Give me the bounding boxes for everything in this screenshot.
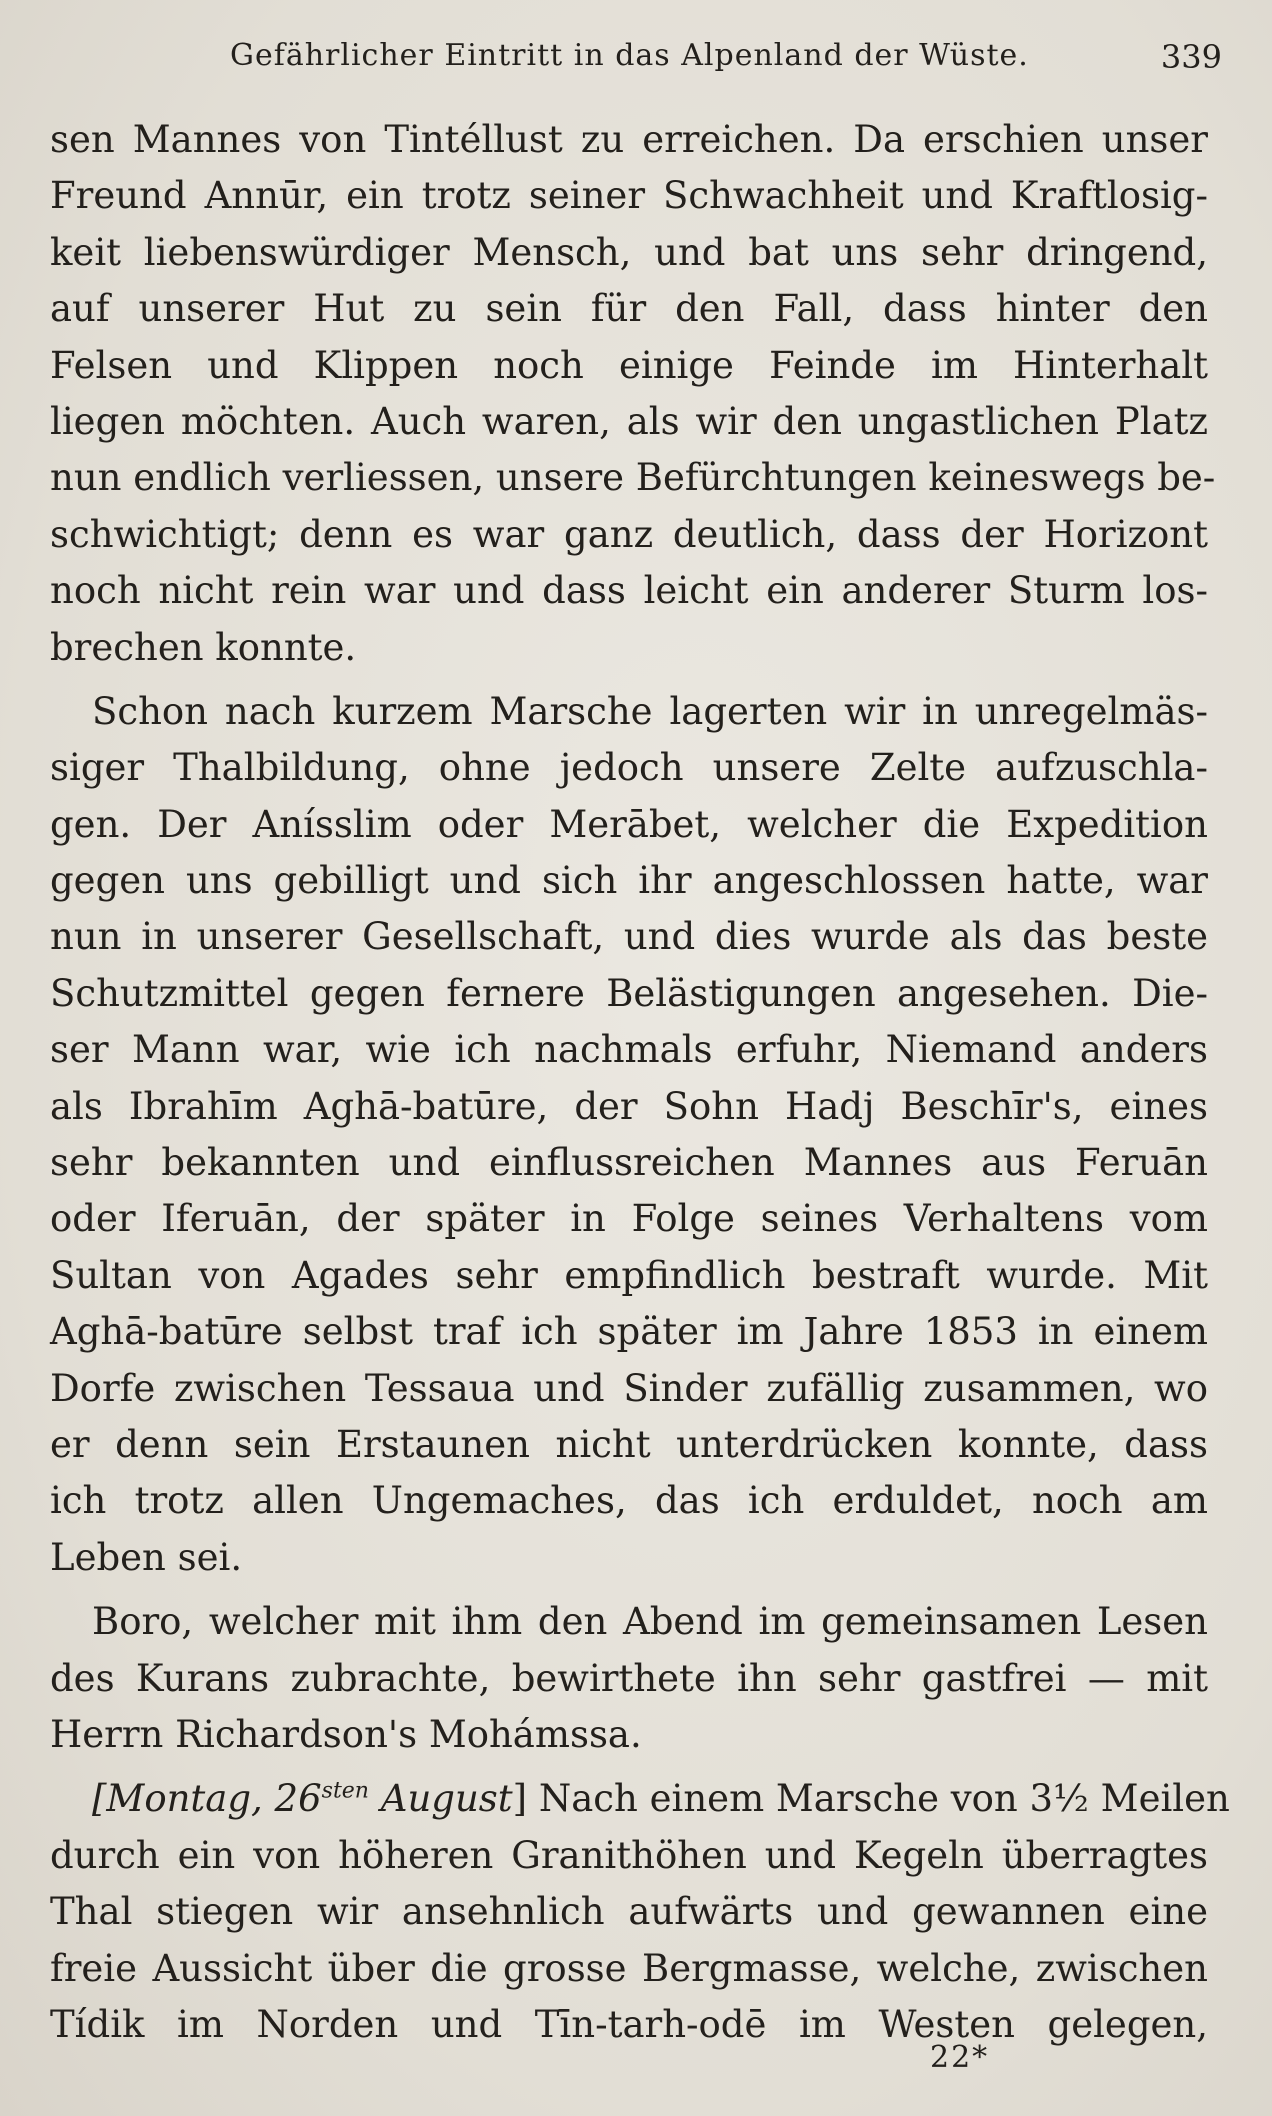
text-line: ser Mann war, wie ich nachmals erfuhr, Niemand anders bbox=[50, 1028, 1208, 1072]
text-line: durch ein von höheren Granithöhen und Kegeln überragtes bbox=[50, 1833, 1208, 1877]
date-open: [Montag, 26 bbox=[92, 1777, 322, 1821]
text-line: liegen möchten. Auch waren, als wir den ungastlichen Platz bbox=[50, 399, 1208, 443]
text-line: freie Aussicht über die grosse Bergmasse, welche, zwischen bbox=[50, 1946, 1208, 1990]
text-line: des Kurans zubrachte, bewirthete ihn sehr gastfrei — mit bbox=[50, 1656, 1208, 1700]
text-line: Felsen und Klippen noch einige Feinde im Hinterhalt bbox=[50, 343, 1208, 387]
text-line: gen. Der Anísslim oder Merābet, welcher die Expedition bbox=[50, 802, 1208, 846]
paragraph-2 bbox=[50, 684, 1208, 1586]
text-line bbox=[50, 1771, 1230, 1827]
date-tag bbox=[92, 1777, 513, 1820]
date-line-rest: ] Nach einem Marsche von 3½ Meilen bbox=[512, 1777, 1230, 1821]
text-line: Sultan von Agades sehr empfindlich bestraft wurde. Mit bbox=[50, 1253, 1208, 1297]
text-line: Tídik im Norden und Tīn-tarh-odē im Westen gelegen, bbox=[50, 2002, 1208, 2046]
text-line: Schutzmittel gegen fernere Belästigungen angesehen. Die- bbox=[50, 971, 1208, 1015]
date-close: August bbox=[368, 1777, 513, 1821]
text-line: Dorfe zwischen Tessaua und Sinder zufällig zusammen, wo bbox=[50, 1366, 1208, 1410]
paragraph-1 bbox=[50, 112, 1216, 676]
text-line: Aghā-batūre selbst traf ich später im Jahre 1853 in einem bbox=[50, 1310, 1208, 1354]
text-line: nun endlich verliessen, unsere Befürchtungen keineswegs be- bbox=[50, 456, 1216, 500]
text-line: sehr bekannten und einflussreichen Mannes aus Feruān bbox=[50, 1141, 1208, 1185]
text-line: Schon nach kurzem Marsche lagerten wir in unregelmäs- bbox=[92, 689, 1208, 733]
text-line: Boro, welcher mit ihm den Abend im gemeinsamen Lesen bbox=[92, 1600, 1208, 1644]
text-line: er denn sein Erstaunen nicht unterdrücken konnte, dass bbox=[50, 1422, 1208, 1466]
text-line: keit liebenswürdiger Mensch, und bat uns sehr dringend, bbox=[50, 230, 1208, 274]
text-line: auf unserer Hut zu sein für den Fall, dass hinter den bbox=[50, 287, 1208, 331]
paragraph-3 bbox=[50, 1594, 1208, 1763]
text-line: oder Iferuān, der später in Folge seines Verhaltens vom bbox=[50, 1197, 1208, 1241]
text-line: Leben sei. bbox=[50, 1535, 243, 1579]
text-line: schwichtigt; denn es war ganz deutlich, dass der Horizont bbox=[50, 512, 1208, 556]
text-line: Herrn Richardson's Mohámssa. bbox=[50, 1712, 642, 1756]
text-line: sen Mannes von Tintéllust zu erreichen. Da erschien unser bbox=[50, 118, 1208, 161]
body-text bbox=[50, 112, 1230, 2053]
page-header bbox=[50, 30, 1222, 90]
text-line: gegen uns gebilligt und sich ihr angeschlossen hatte, war bbox=[50, 859, 1208, 903]
text-line: ich trotz allen Ungemaches, das ich erduldet, noch am bbox=[50, 1479, 1208, 1523]
paragraph-4 bbox=[50, 1771, 1230, 2053]
page-number: 339 bbox=[1160, 38, 1222, 76]
text-line: siger Thalbildung, ohne jedoch unsere Zelte aufzuschla- bbox=[50, 746, 1208, 790]
text-line: noch nicht rein war und dass leicht ein anderer Sturm los- bbox=[50, 569, 1208, 613]
date-superscript: sten bbox=[321, 1779, 369, 1804]
text-line: Thal stiegen wir ansehnlich aufwärts und gewannen eine bbox=[50, 1890, 1208, 1934]
signature-mark: 22* bbox=[930, 2040, 990, 2075]
text-line: als Ibrahīm Aghā-batūre, der Sohn Hadj Beschīr's, eines bbox=[50, 1084, 1208, 1128]
text-line: nun in unserer Gesellschaft, und dies wurde als das beste bbox=[50, 915, 1208, 959]
text-line: Freund Annūr, ein trotz seiner Schwachheit und Kraftlosig- bbox=[50, 174, 1208, 218]
text-line: brechen konnte. bbox=[50, 625, 357, 669]
running-head: Gefährlicher Eintritt in das Alpenland der Wüste. bbox=[230, 38, 1029, 73]
